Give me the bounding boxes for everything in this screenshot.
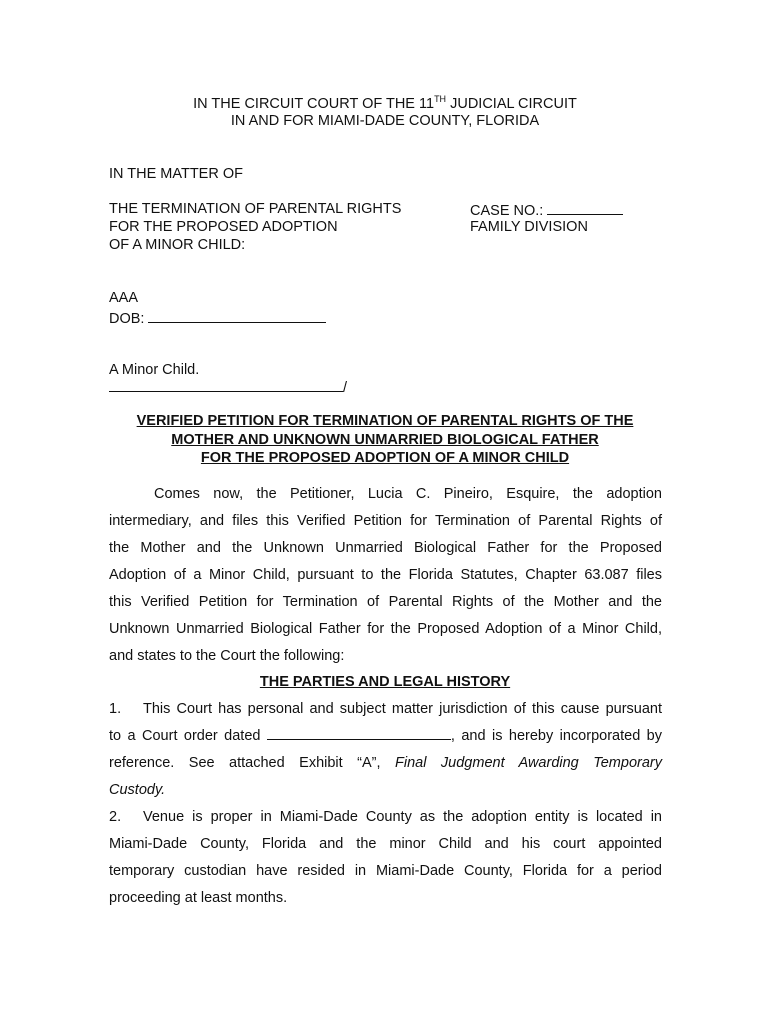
intro-line: Adoption of a Minor Child, pursuant to the Florida Statutes, Chapter 63.087 files xyxy=(109,567,662,583)
petition-title-line1: VERIFIED PETITION FOR TERMINATION OF PARENTAL RIGHTS OF THE xyxy=(136,413,634,429)
exhibit-title-end: Custody. xyxy=(109,782,166,798)
in-the-matter-label: IN THE MATTER OF xyxy=(109,166,243,182)
intro-line: and states to the Court the following: xyxy=(109,648,345,664)
dob-blank[interactable] xyxy=(148,309,326,323)
dob-field xyxy=(109,309,326,327)
minor-child-label: A Minor Child. xyxy=(109,362,200,378)
circuit-label: JUDICIAL CIRCUIT xyxy=(446,95,577,112)
petition-title-line2: MOTHER AND UNKNOWN UNMARRIED BIOLOGICAL FATHER xyxy=(171,432,599,448)
exhibit-title: Final Judgment Awarding Temporary xyxy=(395,755,662,771)
paragraph-2-line: temporary custodian have resided in Miami-Dade County, Florida for a period xyxy=(109,863,662,879)
paragraph-1-line: 1. This Court has personal and subject matter jurisdiction of this cause pursuant xyxy=(109,696,662,723)
court-name: IN THE CIRCUIT COURT OF THE 11 xyxy=(193,95,435,112)
intro-line: intermediary, and files this Verified Petition for Termination of Parental Rights of xyxy=(109,513,662,529)
paragraph-2-line: 2. Venue is proper in Miami-Dade County as the adoption entity is located in xyxy=(109,804,662,831)
petition-title-line3: FOR THE PROPOSED ADOPTION OF A MINOR CHILD xyxy=(200,450,570,466)
paragraph-2-line: Miami-Dade County, Florida and the minor Child and his court appointed xyxy=(109,836,662,852)
intro-line: Unknown Unmarried Biological Father for the Proposed Adoption of a Minor Child, xyxy=(109,621,662,637)
case-number-field xyxy=(470,201,623,219)
dob-label: DOB: xyxy=(109,311,145,327)
paragraph-number: 1. xyxy=(109,701,122,717)
court-heading-line2: IN AND FOR MIAMI-DADE COUNTY, FLORIDA xyxy=(230,113,540,129)
intro-line: this Verified Petition for Termination of Parental Rights of the Mother and the xyxy=(109,594,662,610)
matter-line-2: FOR THE PROPOSED ADOPTION xyxy=(109,219,338,235)
child-name: AAA xyxy=(109,290,139,306)
intro-line: Comes now, the Petitioner, Lucia C. Pineiro, Esquire, the adoption xyxy=(154,486,662,502)
division-label: FAMILY DIVISION xyxy=(470,219,588,235)
caption-rule xyxy=(109,378,343,392)
caption-signature-line xyxy=(109,378,347,396)
section-heading: THE PARTIES AND LEGAL HISTORY xyxy=(259,674,511,690)
paragraph-1 xyxy=(109,696,662,804)
court-order-date-blank[interactable] xyxy=(267,726,451,740)
paragraph-number: 2. xyxy=(109,809,122,825)
matter-line-1: THE TERMINATION OF PARENTAL RIGHTS xyxy=(109,201,402,217)
ordinal-suffix: TH xyxy=(434,94,447,104)
paragraph-2-line: proceeding at least months. xyxy=(109,890,288,906)
paragraph-1-line: to a Court order dated , and is hereby incorporated by xyxy=(109,728,662,744)
case-number-label: CASE NO.: xyxy=(470,203,544,219)
intro-paragraph xyxy=(109,481,662,670)
intro-line: the Mother and the Unknown Unmarried Biological Father for the Proposed xyxy=(109,540,662,556)
caption-slash: / xyxy=(343,380,348,396)
case-number-blank[interactable] xyxy=(547,201,623,215)
paragraph-2 xyxy=(109,804,662,912)
court-heading-line1 xyxy=(0,94,770,112)
matter-line-3: OF A MINOR CHILD: xyxy=(109,237,246,253)
paragraph-1-line xyxy=(109,777,662,804)
paragraph-1-line: reference. See attached Exhibit “A”, Final Judgment Awarding Temporary xyxy=(109,755,662,771)
